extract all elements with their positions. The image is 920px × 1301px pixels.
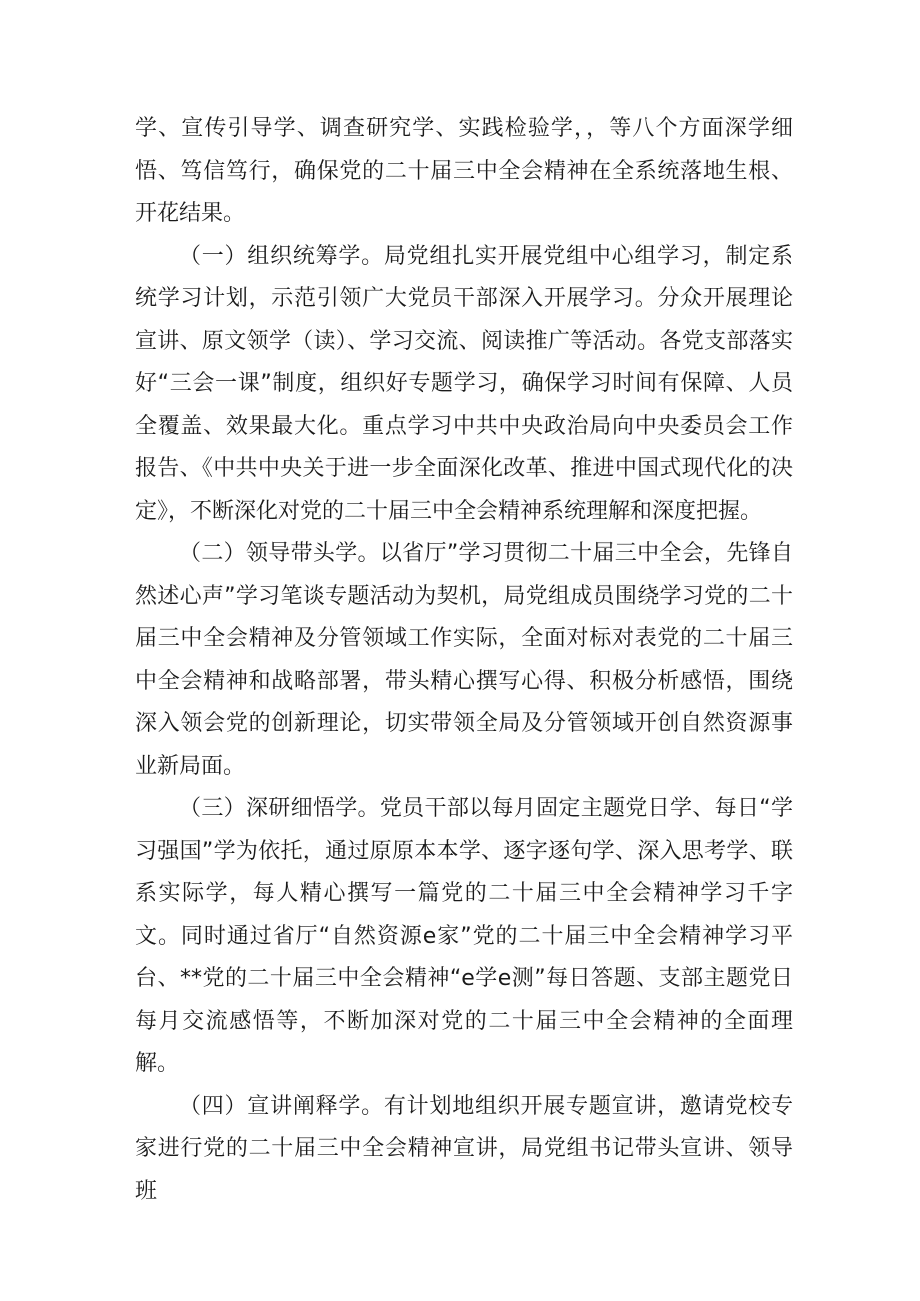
paragraph-lecture-study: （四）宣讲阐释学。有计划地组织开展专题宣讲，邀请党校专家进行党的二十届三中全会精神宣讲，局党组书记带头宣讲、领导班 xyxy=(135,1093,793,1204)
paragraph-deep-study: （三）深研细悟学。党员干部以每月固定主题党日学、每日“学习强国”学为依托，通过原原本本学、逐字逐句学、深入思考学、联系实际学，每人精心撰写一篇党的二十届三中全会精神学习千字文。同时通过省厅“自然资源e家”党的二十届三中全会精神学习平台、**党的二十届三中全会精神“e学e测”每日答题、支部主题党日每月交流感悟等，不断加深对党的二十届三中全会精神的全面理解。 xyxy=(135,796,793,1076)
paragraph-continuation: 学、宣传引导学、调查研究学、实践检验学，，等八个方面深学细悟、笃信笃行，确保党的二十届三中全会精神在全系统落地生根、开花结果。 xyxy=(135,116,793,226)
paragraph-organize-study: （一）组织统筹学。局党组扎实开展党组中心组学习，制定系统学习计划，示范引领广大党员干部深入开展学习。分众开展理论宣讲、原文领学（读）、学习交流、阅读推广等活动。各党支部落实好“三会一课”制度，组织好专题学习，确保学习时间有保障、人员全覆盖、效果最大化。重点学习中共中央政治局向中央委员会工作报告、《中共中央关于进一步全面深化改革、推进中国式现代化的决定》，不断深化对党的二十届三中全会精神系统理解和深度把握。 xyxy=(135,243,793,524)
document-body xyxy=(135,108,793,1213)
paragraph-leadership-study: （二）领导带头学。以省厅”学习贯彻二十届三中全会，先锋自然述心声”学习笔谈专题活动为契机，局党组成员围绕学习党的二十届三中全会精神及分管领域工作实际，全面对标对表党的二十届三中全会精神和战略部署，带头精心撰写心得、积极分析感悟，围绕深入领会党的创新理论，切实带领全局及分管领域开创自然资源事业新局面。 xyxy=(135,541,793,779)
